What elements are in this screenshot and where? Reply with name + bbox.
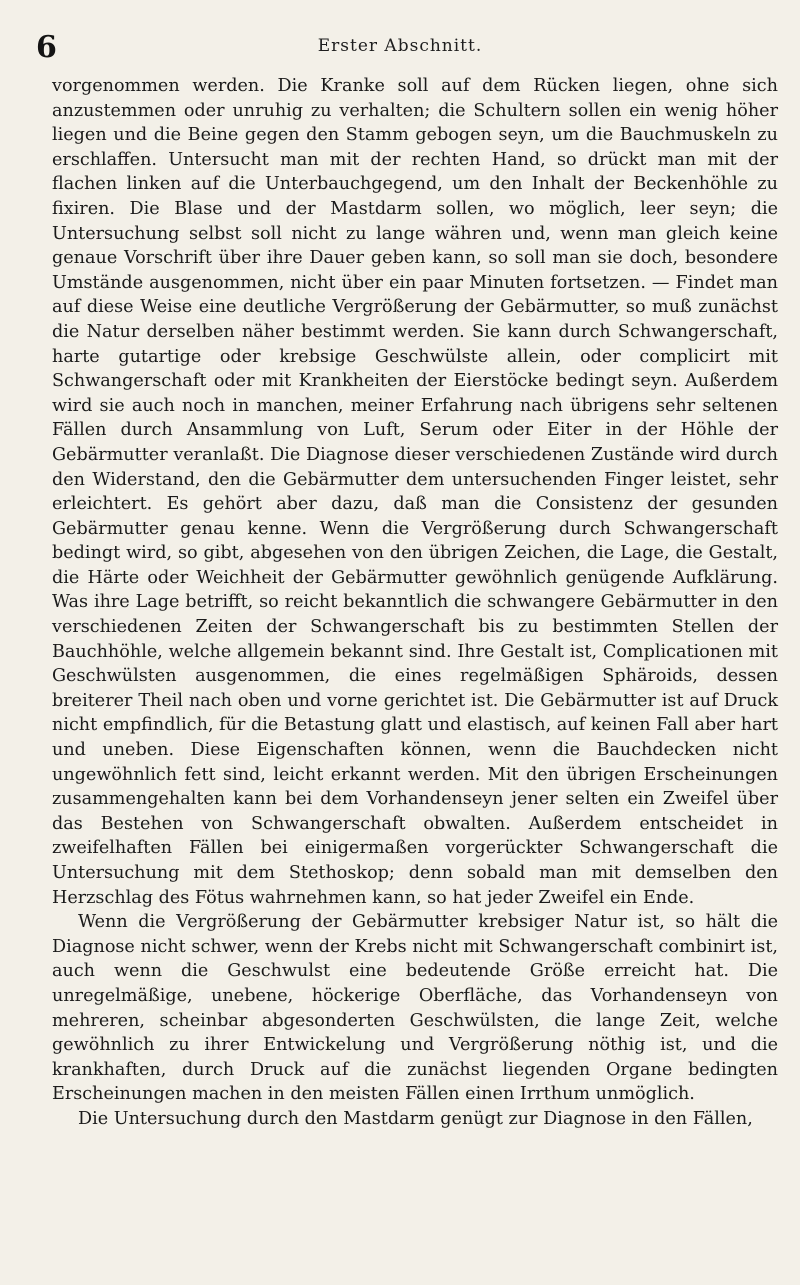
body-text [52,74,778,1132]
paragraph: Wenn die Vergrößerung der Gebärmutter krebsiger Natur ist, so hält die Diagnose nicht schwer, wenn der Krebs nicht mit Schwangerschaft combinirt ist, auch wenn die Geschwulst eine bedeutende Größe erreicht hat. Die unregelmäßige, unebene, höckerige Oberfläche, das Vorhandenseyn von mehreren, scheinbar abgesonderten Geschwülsten, die lange Zeit, welche gewöhnlich zu ihrer Entwickelung und Vergrößerung nöthig ist, und die krankhaften, durch Druck auf die zunächst liegenden Organe bedingten Erscheinungen machen in den meisten Fällen einen Irrthum unmöglich. [52,912,778,1105]
running-head: Erster Abschnitt. [317,36,483,56]
paragraph: Die Untersuchung durch den Mastdarm genügt zur Diagnose in den Fällen, [78,1108,753,1129]
page-number: 6 [36,30,57,65]
paragraph: vorgenommen werden. Die Kranke soll auf dem Rücken liegen, ohne sich anzustemmen oder unruhig zu verhalten; die Schultern sollen ein wenig höher liegen und die Beine gegen den Stamm gebogen seyn, um die Bauchmuskeln zu erschlaffen. Untersucht man mit der rechten Hand, so drückt man mit der flachen linken auf die Unterbauchgegend, um den Inhalt der Beckenhöhle zu fixiren. Die Blase und der Mastdarm sollen, wo möglich, leer seyn; die Untersuchung selbst soll nicht zu lange währen und, wenn man gleich keine genaue Vorschrift über ihre Dauer geben kann, so soll man sie doch, besondere Umstände ausgenommen, nicht über ein paar Minuten fortsetzen. — Findet man auf diese Weise eine deutliche Vergrößerung der Gebärmutter, so muß zunächst die Natur derselben näher bestimmt werden. Sie kann durch Schwangerschaft, harte gutartige oder krebsige Geschwülste allein, oder complicirt mit Schwangerschaft oder mit Krankheiten der Eierstöcke bedingt seyn. Außerdem wird sie auch noch in manchen, meiner Erfahrung nach übrigens sehr seltenen Fällen durch Ansammlung von Luft, Serum oder Eiter in der Höhle der Gebärmutter veranlaßt. Die Diagnose dieser verschiedenen Zustände wird durch den Widerstand, den die Gebärmutter dem untersuchenden Finger leistet, sehr erleichtert. Es gehört aber dazu, daß man die Consistenz der gesunden Gebärmutter genau kenne. Wenn die Vergrößerung durch Schwangerschaft bedingt wird, so gibt, abgesehen von den übrigen Zeichen, die Lage, die Gestalt, die Härte oder Weichheit der Gebärmutter gewöhnlich genügende Aufklärung. Was ihre Lage betrifft, so reicht bekanntlich die schwangere Gebärmutter in den verschiedenen Zeiten der Schwangerschaft bis zu bestimmten Stellen der Bauchhöhle, welche allgemein bekannt sind. Ihre Gestalt ist, Complicationen mit Geschwülsten ausgenommen, die eines regelmäßigen Sphäroids, dessen breiterer Theil nach oben und vorne gerichtet ist. Die Gebärmutter ist auf Druck nicht empfindlich, für die Betastung glatt und elastisch, auf keinen Fall aber hart und uneben. Diese Eigenschaften können, wenn die Bauchdecken nicht ungewöhnlich fett sind, leicht erkannt werden. Mit den übrigen Erscheinungen zusammengehalten kann bei dem Vorhandenseyn jener selten ein Zweifel über das Bestehen von Schwangerschaft obwalten. Außerdem entscheidet in zweifelhaften Fällen bei einigermaßen vorgerückter Schwangerschaft die Untersuchung mit dem Stethoskop; denn sobald man mit demselben den Herzschlag des Fötus wahrnehmen kann, so hat jeder Zweifel ein Ende. [52,76,778,908]
page-header [0,30,800,66]
